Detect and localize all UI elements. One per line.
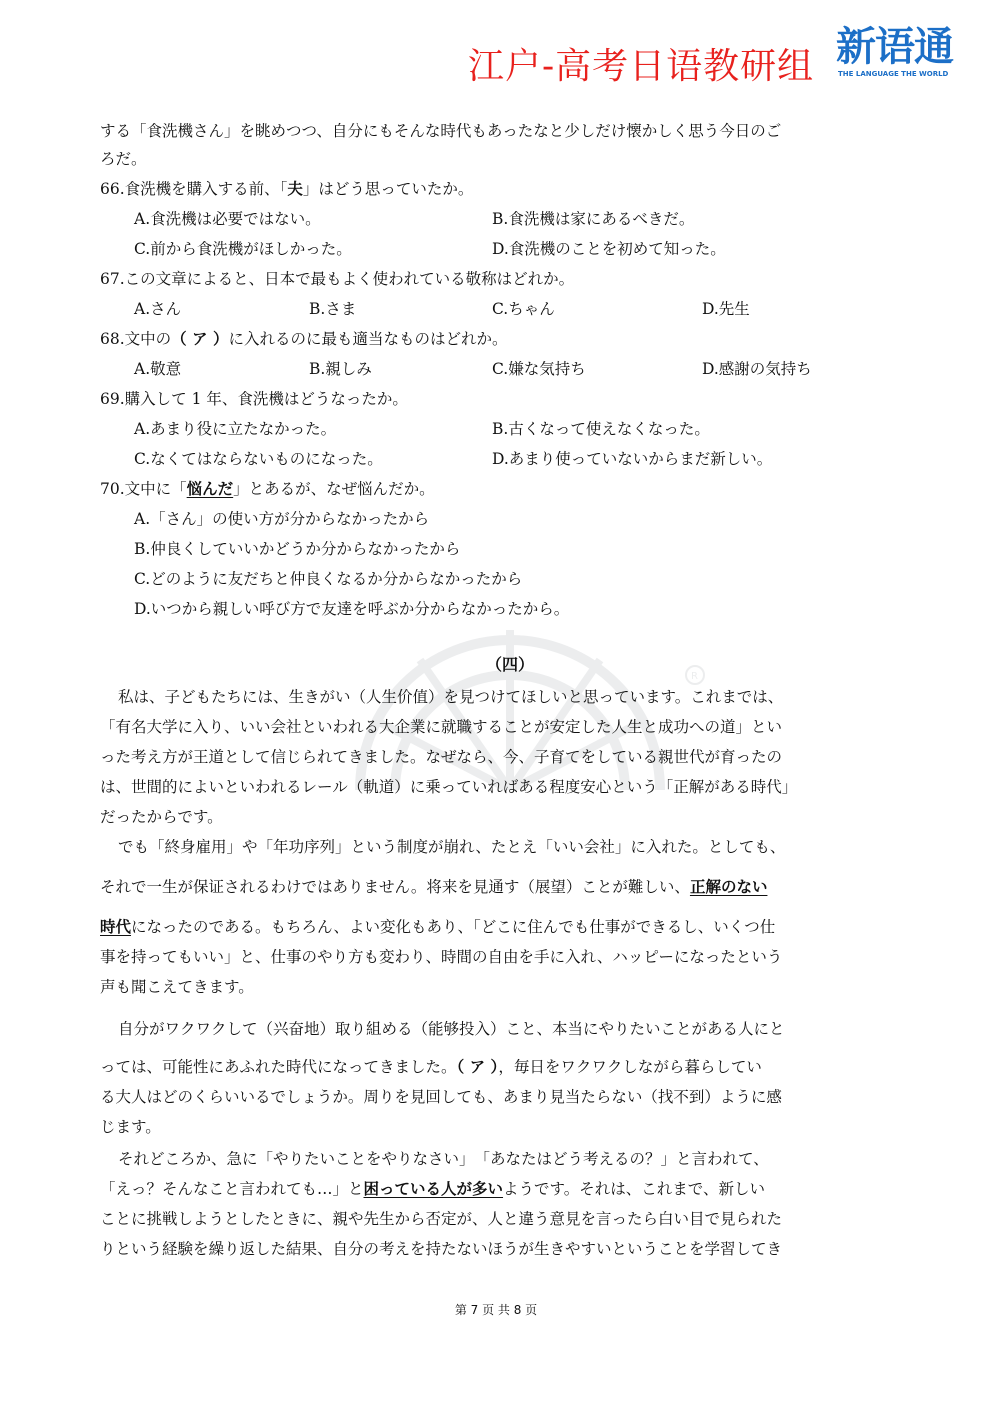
option-c: C.なくてはならないものになった。 — [134, 450, 383, 468]
passage-text: ，毎日をワクワクしながら暮らしてい — [498, 1058, 762, 1076]
passage-emphasis: （ ア ） — [456, 1057, 499, 1076]
question-emphasis: 夫 — [287, 179, 303, 198]
passage-line: じます。 — [100, 1118, 161, 1136]
option-c: C.ちゃん — [492, 300, 555, 318]
passage-line: 私は、子どもたちには、生きがい（人生价值）を見つけてほしいと思っています。これまでは、 — [118, 688, 784, 706]
passage-line: は、世間的によいといわれるレール（軌道）に乗っていればある程度安心という「正解がある時代」 — [100, 778, 798, 796]
question-68 — [100, 326, 900, 352]
question-66 — [100, 176, 900, 202]
passage-text: それで一生が保证されるわけではありません。将来を見通す（展望）ことが難しい、 — [100, 878, 690, 896]
passage-text: ようです。それは、これまで、新しい — [503, 1180, 765, 1198]
passage-emphasis: 時代 — [100, 917, 132, 936]
option-d: D.食洗機のことを初めて知った。 — [492, 240, 726, 258]
option-a: A.敬意 — [134, 360, 182, 378]
question-text: 66.食洗機を購入する前、「 — [100, 180, 288, 198]
option-c: C.前から食洗機がほしかった。 — [134, 240, 352, 258]
question-text: 」はどう思っていたか。 — [302, 180, 474, 198]
text-line: ろだ。 — [100, 150, 147, 168]
passage-line: ことに挑戦しようとしたときに、親や先生から否定が、人と違う意見を言ったら白い目で見られた — [100, 1210, 783, 1228]
question-70 — [100, 476, 900, 502]
passage-line — [100, 1054, 900, 1080]
option-a: A.あまり役に立たなかった。 — [134, 420, 337, 438]
header-title: 江户-高考日语教研组 — [468, 46, 815, 87]
passage-line — [100, 1176, 900, 1202]
question-emphasis: （ ア ） — [171, 329, 229, 348]
passage-line: る大人はどのくらいいるでしょうか。周りを見回しても、あまり見当たらない（找不到）ように感 — [100, 1088, 782, 1106]
option-c: C.嫌な気持ち — [492, 360, 586, 378]
option-b: B.仲良くしていいかどうか分からなかったから — [134, 540, 461, 558]
section-title: （四） — [485, 655, 534, 674]
option-a: A.「さん」の使い方が分からなかったから — [134, 510, 430, 528]
question-emphasis: 悩んだ — [186, 479, 234, 498]
option-b: B.食洗機は家にあるべきだ。 — [492, 210, 695, 228]
passage-line — [100, 914, 900, 940]
passage-line — [100, 874, 900, 900]
question-69: 69.購入して 1 年、食洗機はどうなったか。 — [100, 390, 408, 408]
passage-emphasis: 正解のない — [689, 877, 768, 896]
question-text: に入れるのに最も適当なものはどれか。 — [228, 330, 508, 348]
option-a: A.さん — [134, 300, 182, 318]
logo-mark: 新语通 — [836, 24, 953, 70]
option-a: A.食洗機は必要ではない。 — [134, 210, 321, 228]
logo-tagline: THE LANGUAGE THE WORLD — [838, 70, 949, 78]
option-d: D.感謝の気持ち — [702, 360, 812, 378]
option-c: C.どのように友だちと仲良くなるか分からなかったから — [134, 570, 523, 588]
passage-line: 事を持ってもいい」と、仕事のやり方も変わり、時間の自由を手に入れ、ハッピーになったという — [100, 948, 783, 966]
page-number: 第 7 页 共 8 页 — [454, 1303, 538, 1317]
passage-line: でも「終身雇用」や「年功序列」という制度が崩れ、たとえ「いい会社」に入れた。としても、 — [118, 838, 786, 856]
passage-line: それどころか、急に「やりたいことをやりなさい」 「あなたはどう考えるの？」と言われて、 — [118, 1150, 769, 1168]
passage-line: だったからです。 — [100, 808, 223, 826]
passage-line: りという経験を繰り返した結果、自分の考えを持たないほうが生きやすいということを学習してき — [100, 1240, 783, 1258]
option-b: B.親しみ — [309, 360, 372, 378]
passage-text: 「えっ？そんなこと言われても…」と — [100, 1180, 364, 1198]
passage-line: った考え方が王道として信じられてきました。なぜなら、今、子育てをしている親世代が育ったの — [100, 748, 783, 766]
text-line: する「食洗機さん」を眺めつつ、自分にもそんな時代もあったなと少しだけ懐かしく思う今日のご — [100, 122, 782, 140]
option-b: B.さま — [309, 300, 357, 318]
passage-line: 自分がワクワクして（兴奋地）取り組める（能够投入）こと、本当にやりたいことがある人にと — [118, 1020, 785, 1038]
option-d: D.先生 — [702, 300, 750, 318]
svg-text:R: R — [691, 671, 698, 682]
passage-emphasis: 困っている人が多い — [363, 1179, 504, 1198]
question-text: 68.文中の — [100, 330, 172, 348]
passage-text: っては、可能性にあふれた時代になってきました。 — [100, 1058, 457, 1076]
passage-text: になったのである。もちろん、よい変化もあり、「どこに住んでも仕事ができるし、いくつ仕 — [131, 918, 776, 936]
passage-line: 声も聞こえてきます。 — [100, 978, 254, 996]
question-text: 」とあるが、なぜ悩んだか。 — [233, 480, 435, 498]
option-b: B.古くなって使えなくなった。 — [492, 420, 710, 438]
passage-line: 「有名大学に入り、いい会社といわれる大企業に就職することが安定した人生と成功への道」とい — [100, 718, 783, 736]
question-67: 67.この文章によると、日本で最もよく使われている敬称はどれか。 — [100, 270, 575, 288]
option-d: D.いつから親しい呼び方で友達を呼ぶか分からなかったから。 — [134, 600, 570, 618]
publisher-logo — [836, 22, 966, 86]
question-text: 70.文中に「 — [100, 480, 187, 498]
option-d: D.あまり使っていないからまだ新しい。 — [492, 450, 773, 468]
